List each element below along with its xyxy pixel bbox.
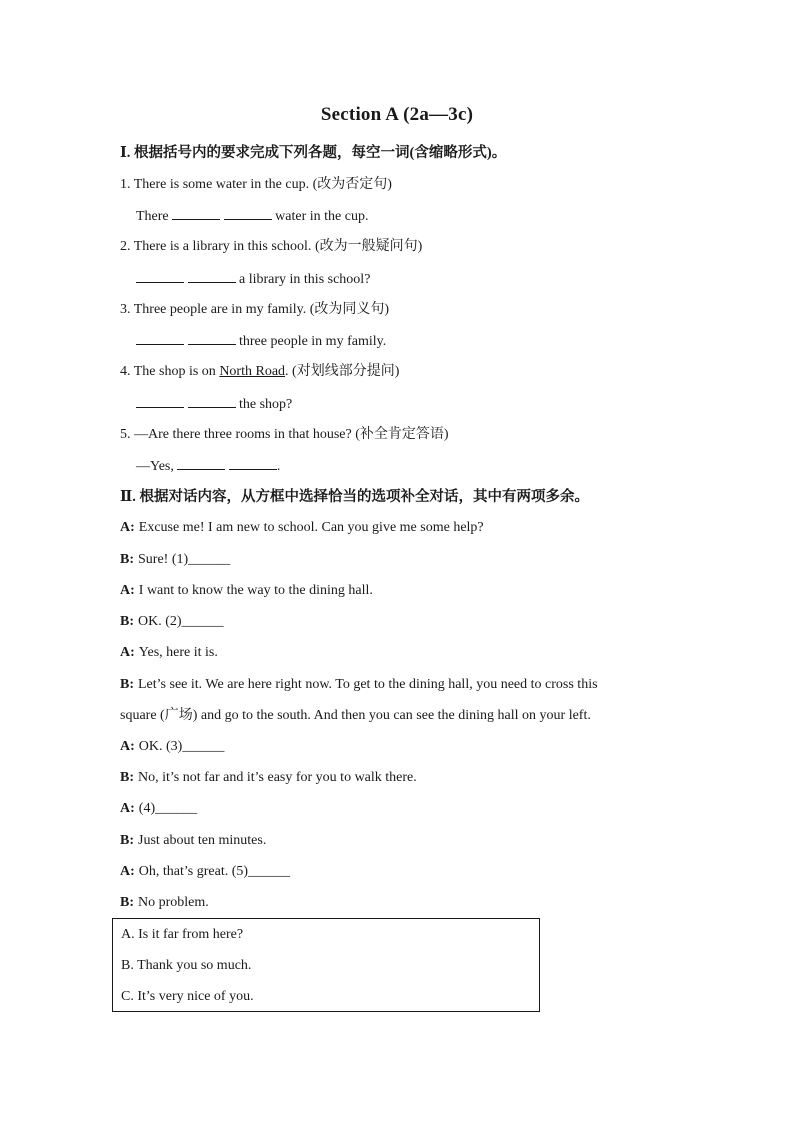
answer-suffix: a library in this school? bbox=[239, 272, 371, 287]
question-sentence: —Are there three rooms in that house? bbox=[134, 427, 352, 442]
dialogue-line bbox=[120, 551, 230, 569]
question-5 bbox=[120, 426, 449, 444]
answer-prefix: There bbox=[136, 209, 169, 224]
answer-blank[interactable] bbox=[224, 207, 272, 220]
answer-blank[interactable] bbox=[188, 270, 236, 283]
speaker-label: A: bbox=[120, 520, 135, 535]
dialogue-text: Yes, here it is. bbox=[138, 645, 218, 660]
answer-line-3 bbox=[136, 332, 386, 351]
question-1 bbox=[120, 176, 392, 194]
question-number: 3. bbox=[120, 302, 131, 317]
speaker-label: B: bbox=[120, 677, 134, 692]
question-number: 5. bbox=[120, 427, 131, 442]
page-title: Section A (2a—3c) bbox=[320, 104, 474, 125]
question-sentence-end: . bbox=[285, 364, 289, 379]
dialogue-line-continued bbox=[120, 707, 591, 725]
option-a: A. Is it far from here? bbox=[121, 927, 244, 942]
question-instruction: (对划线部分提问) bbox=[292, 364, 400, 379]
answer-line-2 bbox=[136, 270, 370, 289]
question-number: 2. bbox=[120, 239, 131, 254]
speaker-label: B: bbox=[120, 614, 134, 629]
dialogue-line bbox=[120, 894, 209, 912]
speaker-label: A: bbox=[120, 801, 135, 816]
answer-blank[interactable] bbox=[136, 395, 184, 408]
answer-prefix: —Yes, bbox=[136, 459, 174, 474]
dialogue-text: I want to know the way to the dining hall. bbox=[138, 583, 373, 598]
answer-line-1 bbox=[136, 207, 368, 226]
dialogue-line bbox=[120, 863, 290, 881]
question-3 bbox=[120, 301, 389, 319]
dialogue-text[interactable]: (4)______ bbox=[138, 801, 198, 816]
answer-blank[interactable] bbox=[177, 457, 225, 470]
answer-suffix: . bbox=[276, 459, 281, 474]
dialogue-text: No problem. bbox=[138, 895, 209, 910]
speaker-label: B: bbox=[120, 770, 134, 785]
dialogue-text: square (广场) and go to the south. And then you can see the dining hall on your left. bbox=[120, 708, 591, 723]
answer-blank[interactable] bbox=[229, 457, 277, 470]
dialogue-line bbox=[120, 644, 218, 662]
question-sentence: The shop is on bbox=[133, 364, 216, 379]
speaker-label: A: bbox=[120, 739, 135, 754]
question-number: 1. bbox=[120, 177, 131, 192]
question-4 bbox=[120, 363, 399, 381]
option-c: C. It’s very nice of you. bbox=[121, 989, 254, 1004]
speaker-label: A: bbox=[120, 645, 135, 660]
answer-blank[interactable] bbox=[188, 332, 236, 345]
dialogue-line bbox=[120, 613, 224, 631]
dialogue-line bbox=[120, 582, 373, 600]
dialogue-line bbox=[120, 738, 224, 756]
answer-suffix: three people in my family. bbox=[239, 334, 387, 349]
speaker-label: A: bbox=[120, 864, 135, 879]
question-instruction: (改为同义句) bbox=[309, 302, 390, 317]
answer-blank[interactable] bbox=[136, 332, 184, 345]
dialogue-text: Excuse me! I am new to school. Can you give me some help? bbox=[138, 520, 484, 535]
dialogue-line bbox=[120, 519, 484, 537]
answer-suffix: water in the cup. bbox=[275, 209, 369, 224]
question-instruction: (改为否定句) bbox=[312, 177, 392, 192]
dialogue-text[interactable]: OK. (2)______ bbox=[138, 614, 224, 629]
answer-line-4 bbox=[136, 395, 292, 414]
question-instruction: (补全肯定答语) bbox=[355, 427, 449, 442]
dialogue-text: Just about ten minutes. bbox=[138, 833, 267, 848]
question-sentence: There is some water in the cup. bbox=[133, 177, 310, 192]
question-number: 4. bbox=[120, 364, 131, 379]
dialogue-line bbox=[120, 769, 417, 787]
part1-heading: Ⅰ. 根据括号内的要求完成下列各题，每空一词(含缩略形式)。 bbox=[120, 145, 507, 161]
question-sentence: Three people are in my family. bbox=[133, 302, 307, 317]
question-instruction: (改为一般疑问句) bbox=[314, 239, 423, 254]
options-box bbox=[112, 918, 540, 1012]
dialogue-text[interactable]: OK. (3)______ bbox=[138, 739, 225, 754]
question-2 bbox=[120, 238, 422, 256]
dialogue-text: Let’s see it. We are here right now. To get to the dining hall, you need to cross this bbox=[138, 677, 598, 692]
speaker-label: B: bbox=[120, 833, 134, 848]
answer-blank[interactable] bbox=[136, 270, 184, 283]
speaker-label: A: bbox=[120, 583, 135, 598]
underlined-phrase: North Road bbox=[219, 364, 286, 379]
answer-suffix: the shop? bbox=[239, 397, 293, 412]
speaker-label: B: bbox=[120, 895, 134, 910]
part2-heading: Ⅱ. 根据对话内容，从方框中选择恰当的选项补全对话，其中有两项多余。 bbox=[120, 489, 589, 505]
dialogue-text[interactable]: Oh, that’s great. (5)______ bbox=[138, 864, 291, 879]
answer-blank[interactable] bbox=[188, 395, 236, 408]
answer-line-5 bbox=[136, 457, 280, 476]
answer-blank[interactable] bbox=[172, 207, 220, 220]
speaker-label: B: bbox=[120, 552, 134, 567]
question-sentence: There is a library in this school. bbox=[133, 239, 312, 254]
dialogue-line bbox=[120, 800, 197, 818]
option-b: B. Thank you so much. bbox=[121, 958, 252, 973]
dialogue-line bbox=[120, 832, 266, 850]
dialogue-text: No, it’s not far and it’s easy for you to walk there. bbox=[138, 770, 417, 785]
dialogue-text[interactable]: Sure! (1)______ bbox=[138, 552, 231, 567]
dialogue-line bbox=[120, 676, 598, 694]
